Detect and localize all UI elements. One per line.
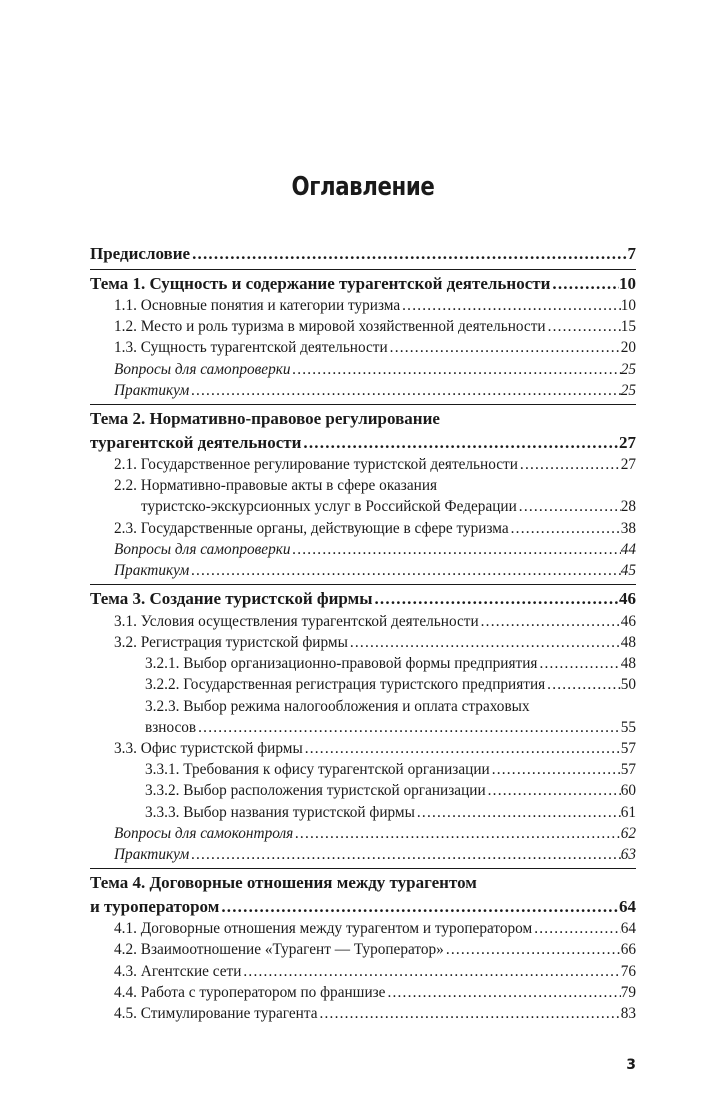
toc-item-entry[interactable] — [90, 802, 636, 823]
toc-page-number: 27 — [619, 432, 636, 452]
toc-item-entry[interactable] — [90, 632, 636, 653]
dot-leader — [303, 738, 621, 759]
toc-page-number: 10 — [620, 297, 636, 314]
toc-item-entry[interactable] — [90, 295, 636, 316]
toc-chapter-title-line[interactable]: Тема 4. Договорные отношения между турагентом — [90, 873, 477, 893]
page-title: Оглавление — [291, 172, 435, 202]
toc-section — [90, 269, 636, 405]
dot-leader — [196, 717, 621, 738]
toc-page-number: 66 — [620, 941, 636, 959]
toc-item-title: 4.4. Работа с туроператором по франшизе — [114, 983, 386, 1001]
toc-page-number: 57 — [620, 761, 636, 779]
toc-page-number: 79 — [620, 983, 636, 1001]
dot-leader — [388, 337, 621, 358]
dot-leader — [486, 780, 621, 801]
toc-item-entry[interactable] — [90, 653, 636, 674]
table-of-contents — [90, 240, 636, 1027]
dot-leader — [415, 802, 621, 823]
toc-item-entry[interactable] — [90, 738, 636, 759]
toc-page-number: 46 — [619, 589, 636, 609]
toc-item-title: Практикум — [114, 845, 190, 863]
toc-chapter-entry[interactable] — [90, 587, 636, 611]
toc-page-number: 60 — [620, 782, 636, 800]
toc-chapter-entry[interactable] — [90, 272, 636, 296]
toc-item-entry[interactable] — [90, 674, 636, 695]
toc-item-entry[interactable] — [90, 337, 636, 358]
toc-item-entry[interactable] — [90, 316, 636, 337]
dot-leader — [400, 295, 621, 316]
toc-item-title: Практикум — [114, 562, 190, 580]
toc-chapter-entry[interactable] — [90, 895, 636, 919]
toc-item-entry[interactable] — [90, 380, 636, 401]
toc-item-title: 1.1. Основные понятия и категории туризма — [114, 297, 401, 314]
toc-page-number: 76 — [620, 962, 636, 980]
toc-item-title: Вопросы для самоконтроля — [114, 824, 294, 842]
toc-item-title: 3.3.1. Требования к офису турагентской организации — [145, 761, 490, 779]
toc-item-entry[interactable] — [90, 823, 636, 844]
dot-leader — [301, 431, 619, 455]
dot-leader — [385, 982, 620, 1003]
toc-page-number: 27 — [620, 456, 636, 474]
toc-page-number: 48 — [620, 633, 636, 651]
dot-leader — [190, 242, 627, 266]
toc-item-title: 1.2. Место и роль туризма в мировой хозяйственной деятельности — [114, 318, 546, 336]
dot-leader — [189, 380, 620, 401]
toc-page-number: 63 — [620, 845, 636, 863]
toc-item-title: 3.2. Регистрация туристской фирмы — [114, 633, 348, 651]
toc-item-title: туристско-экскурсионных услуг в Российской Федерации — [141, 498, 517, 516]
toc-item-title-line[interactable]: 3.2.3. Выбор режима налогообложения и оплата страховых — [145, 697, 530, 715]
toc-item-title: Практикум — [114, 381, 190, 399]
toc-item-entry[interactable] — [90, 717, 636, 738]
toc-item-entry[interactable] — [90, 759, 636, 780]
dot-leader — [509, 518, 621, 539]
toc-page-number: 61 — [620, 803, 636, 821]
toc-page-number: 44 — [620, 540, 636, 558]
toc-page-number: 45 — [620, 562, 636, 580]
toc-item-title: 3.3.2. Выбор расположения туристской организации — [145, 782, 486, 800]
dot-leader — [550, 272, 619, 296]
toc-section — [90, 240, 636, 269]
dot-leader — [545, 674, 621, 695]
toc-item-title: 1.3. Сущность турагентской деятельности — [114, 339, 388, 357]
toc-item-title: Вопросы для самопроверки — [114, 360, 291, 378]
toc-page-number: 28 — [620, 498, 636, 516]
toc-page-number: 64 — [619, 896, 636, 916]
dot-leader — [348, 632, 621, 653]
toc-chapter-entry[interactable] — [90, 431, 636, 455]
toc-item-title: 2.1. Государственное регулирование туристской деятельности — [114, 456, 518, 474]
dot-leader — [189, 560, 620, 581]
toc-item-entry[interactable] — [90, 496, 636, 517]
toc-item-entry[interactable] — [90, 359, 636, 380]
toc-page-number: 10 — [619, 273, 636, 293]
toc-page-number: 38 — [620, 519, 636, 537]
dot-leader — [479, 611, 621, 632]
toc-item-entry[interactable] — [90, 939, 636, 960]
toc-item-title: 2.3. Государственные органы, действующие в сфере туризма — [114, 519, 509, 537]
dot-leader — [532, 918, 621, 939]
toc-item-entry[interactable] — [90, 918, 636, 939]
toc-item-entry[interactable] — [90, 982, 636, 1003]
toc-page-number: 15 — [620, 318, 636, 336]
toc-item-entry[interactable] — [90, 844, 636, 865]
dot-leader — [518, 454, 621, 475]
toc-item-entry[interactable] — [90, 518, 636, 539]
toc-item-title: 3.2.1. Выбор организационно-правовой формы предприятия — [145, 655, 538, 673]
toc-chapter-title: и туроператором — [90, 896, 220, 916]
toc-page-number: 48 — [620, 655, 636, 673]
toc-item-title: 3.3.3. Выбор названия туристской фирмы — [145, 803, 415, 821]
toc-item-title: 4.5. Стимулирование турагента — [114, 1004, 318, 1022]
dot-leader — [291, 359, 621, 380]
dot-leader — [219, 895, 619, 919]
toc-item-title: 4.2. Взаимоотношение «Турагент — Туроператор» — [114, 941, 444, 959]
toc-item-title: 3.1. Условия осуществления турагентской деятельности — [114, 612, 479, 630]
dot-leader — [372, 587, 619, 611]
toc-item-entry[interactable] — [90, 560, 636, 581]
toc-item-entry[interactable] — [90, 611, 636, 632]
toc-page-number: 83 — [620, 1004, 636, 1022]
toc-chapter-title-line[interactable]: Тема 2. Нормативно-правовое регулирование — [90, 409, 440, 429]
toc-page-number: 20 — [620, 339, 636, 357]
toc-chapter-title: Тема 1. Сущность и содержание турагентской деятельности — [90, 273, 551, 293]
toc-item-entry[interactable] — [90, 1003, 636, 1024]
toc-page-number: 50 — [620, 676, 636, 694]
toc-chapter-title: Тема 3. Создание туристской фирмы — [90, 589, 373, 609]
dot-leader — [490, 759, 621, 780]
toc-page-number: 55 — [620, 718, 636, 736]
toc-chapter-entry[interactable] — [90, 242, 636, 266]
toc-item-title: Вопросы для самопроверки — [114, 540, 291, 558]
toc-page-number: 46 — [620, 612, 636, 630]
toc-section — [90, 404, 636, 584]
dot-leader — [293, 823, 620, 844]
toc-item-title: 4.1. Договорные отношения между турагентом и туроператором — [114, 920, 533, 938]
dot-leader — [318, 1003, 621, 1024]
dot-leader — [241, 961, 620, 982]
page-number: 3 — [626, 1057, 636, 1073]
toc-chapter-title: турагентской деятельности — [90, 432, 302, 452]
toc-section — [90, 584, 636, 868]
toc-page-number: 64 — [620, 920, 636, 938]
dot-leader — [189, 844, 620, 865]
toc-chapter-title: Предисловие — [90, 244, 191, 263]
toc-item-title-line[interactable]: 2.2. Нормативно-правовые акты в сфере оказания — [114, 477, 438, 495]
dot-leader — [517, 496, 621, 517]
toc-item-entry[interactable] — [90, 539, 636, 560]
toc-item-entry[interactable] — [90, 780, 636, 801]
toc-item-title: 3.3. Офис туристской фирмы — [114, 739, 303, 757]
dot-leader — [291, 539, 621, 560]
dot-leader — [444, 939, 621, 960]
toc-page-number: 57 — [620, 739, 636, 757]
toc-page-number: 62 — [620, 824, 636, 842]
toc-item-title: взносов — [145, 718, 197, 736]
toc-section — [90, 868, 636, 1027]
toc-page-number: 25 — [620, 360, 636, 378]
toc-item-title: 3.2.2. Государственная регистрация туристского предприятия — [145, 676, 546, 694]
toc-page-number: 25 — [620, 381, 636, 399]
dot-leader — [537, 653, 620, 674]
toc-page-number: 7 — [627, 244, 636, 263]
toc-item-title: 4.3. Агентские сети — [114, 962, 242, 980]
dot-leader — [546, 316, 621, 337]
toc-item-entry[interactable] — [90, 961, 636, 982]
toc-item-entry[interactable] — [90, 454, 636, 475]
